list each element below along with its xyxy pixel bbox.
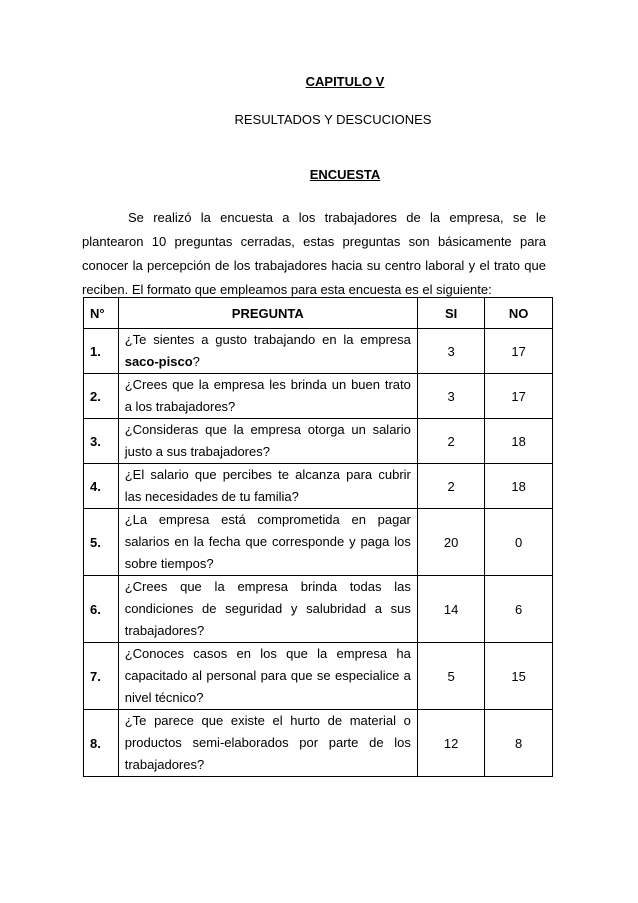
company-name: saco-pisco — [124, 354, 193, 369]
row-yes-count: 5 — [417, 643, 484, 710]
row-question: ¿La empresa está comprometida en pagar salarios en la fecha que corresponde y paga los sobre tiempos? — [118, 509, 417, 576]
row-yes-count: 3 — [417, 374, 484, 419]
row-number: 3. — [84, 419, 119, 464]
header-yes: SI — [417, 298, 484, 329]
header-no: NO — [485, 298, 553, 329]
header-question: PREGUNTA — [118, 298, 417, 329]
row-number: 7. — [84, 643, 119, 710]
row-yes-count: 2 — [417, 464, 484, 509]
row-number: 5. — [84, 509, 119, 576]
row-number: 1. — [84, 329, 119, 374]
table-row — [84, 643, 553, 710]
row-number: 4. — [84, 464, 119, 509]
row-question: ¿El salario que percibes te alcanza para cubrir las necesidades de tu familia? — [118, 464, 417, 509]
table-row — [84, 509, 553, 576]
row-question: ¿Conoces casos en los que la empresa ha capacitado al personal para que se especialice a nivel técnico? — [118, 643, 417, 710]
row-no-count: 18 — [485, 419, 553, 464]
row-question — [118, 329, 417, 374]
row-question: ¿Crees que la empresa brinda todas las condiciones de seguridad y salubridad a sus trabajadores? — [118, 576, 417, 643]
table-row — [84, 329, 553, 374]
row-yes-count: 3 — [417, 329, 484, 374]
question-text: ¿Te sientes a gusto trabajando en la empresa — [124, 332, 411, 347]
table-row — [84, 374, 553, 419]
row-no-count: 8 — [485, 710, 553, 777]
intro-text: Se realizó la encuesta a los trabajadores de la empresa, se le plantearon 10 preguntas cerradas, estas preguntas son básicamente para conocer la percepción de los trabajadores hacia su centro laboral y el trato que reciben. El formato que empleamos para esta encuesta es el siguiente: — [82, 210, 546, 297]
section-title: ENCUESTA — [309, 167, 381, 182]
table-row — [84, 464, 553, 509]
question-end: ? — [192, 354, 200, 369]
chapter-subtitle: RESULTADOS Y DESCUCIONES — [234, 112, 432, 127]
table-row — [84, 576, 553, 643]
row-question: ¿Te parece que existe el hurto de material o productos semi-elaborados por parte de los trabajadores? — [118, 710, 417, 777]
table-row — [84, 419, 553, 464]
row-number: 2. — [84, 374, 119, 419]
row-no-count: 0 — [485, 509, 553, 576]
row-yes-count: 12 — [417, 710, 484, 777]
row-no-count: 6 — [485, 576, 553, 643]
intro-paragraph — [82, 206, 546, 302]
header-number: N° — [84, 298, 119, 329]
chapter-heading: CAPITULO V — [305, 74, 385, 89]
row-question: ¿Consideras que la empresa otorga un salario justo a sus trabajadores? — [118, 419, 417, 464]
table-row — [84, 710, 553, 777]
row-number: 8. — [84, 710, 119, 777]
row-yes-count: 2 — [417, 419, 484, 464]
row-yes-count: 20 — [417, 509, 484, 576]
row-number: 6. — [84, 576, 119, 643]
row-question: ¿Crees que la empresa les brinda un buen trato a los trabajadores? — [118, 374, 417, 419]
row-no-count: 18 — [485, 464, 553, 509]
row-yes-count: 14 — [417, 576, 484, 643]
survey-table — [83, 297, 553, 777]
table-header-row — [84, 298, 553, 329]
row-no-count: 17 — [485, 329, 553, 374]
row-no-count: 15 — [485, 643, 553, 710]
row-no-count: 17 — [485, 374, 553, 419]
